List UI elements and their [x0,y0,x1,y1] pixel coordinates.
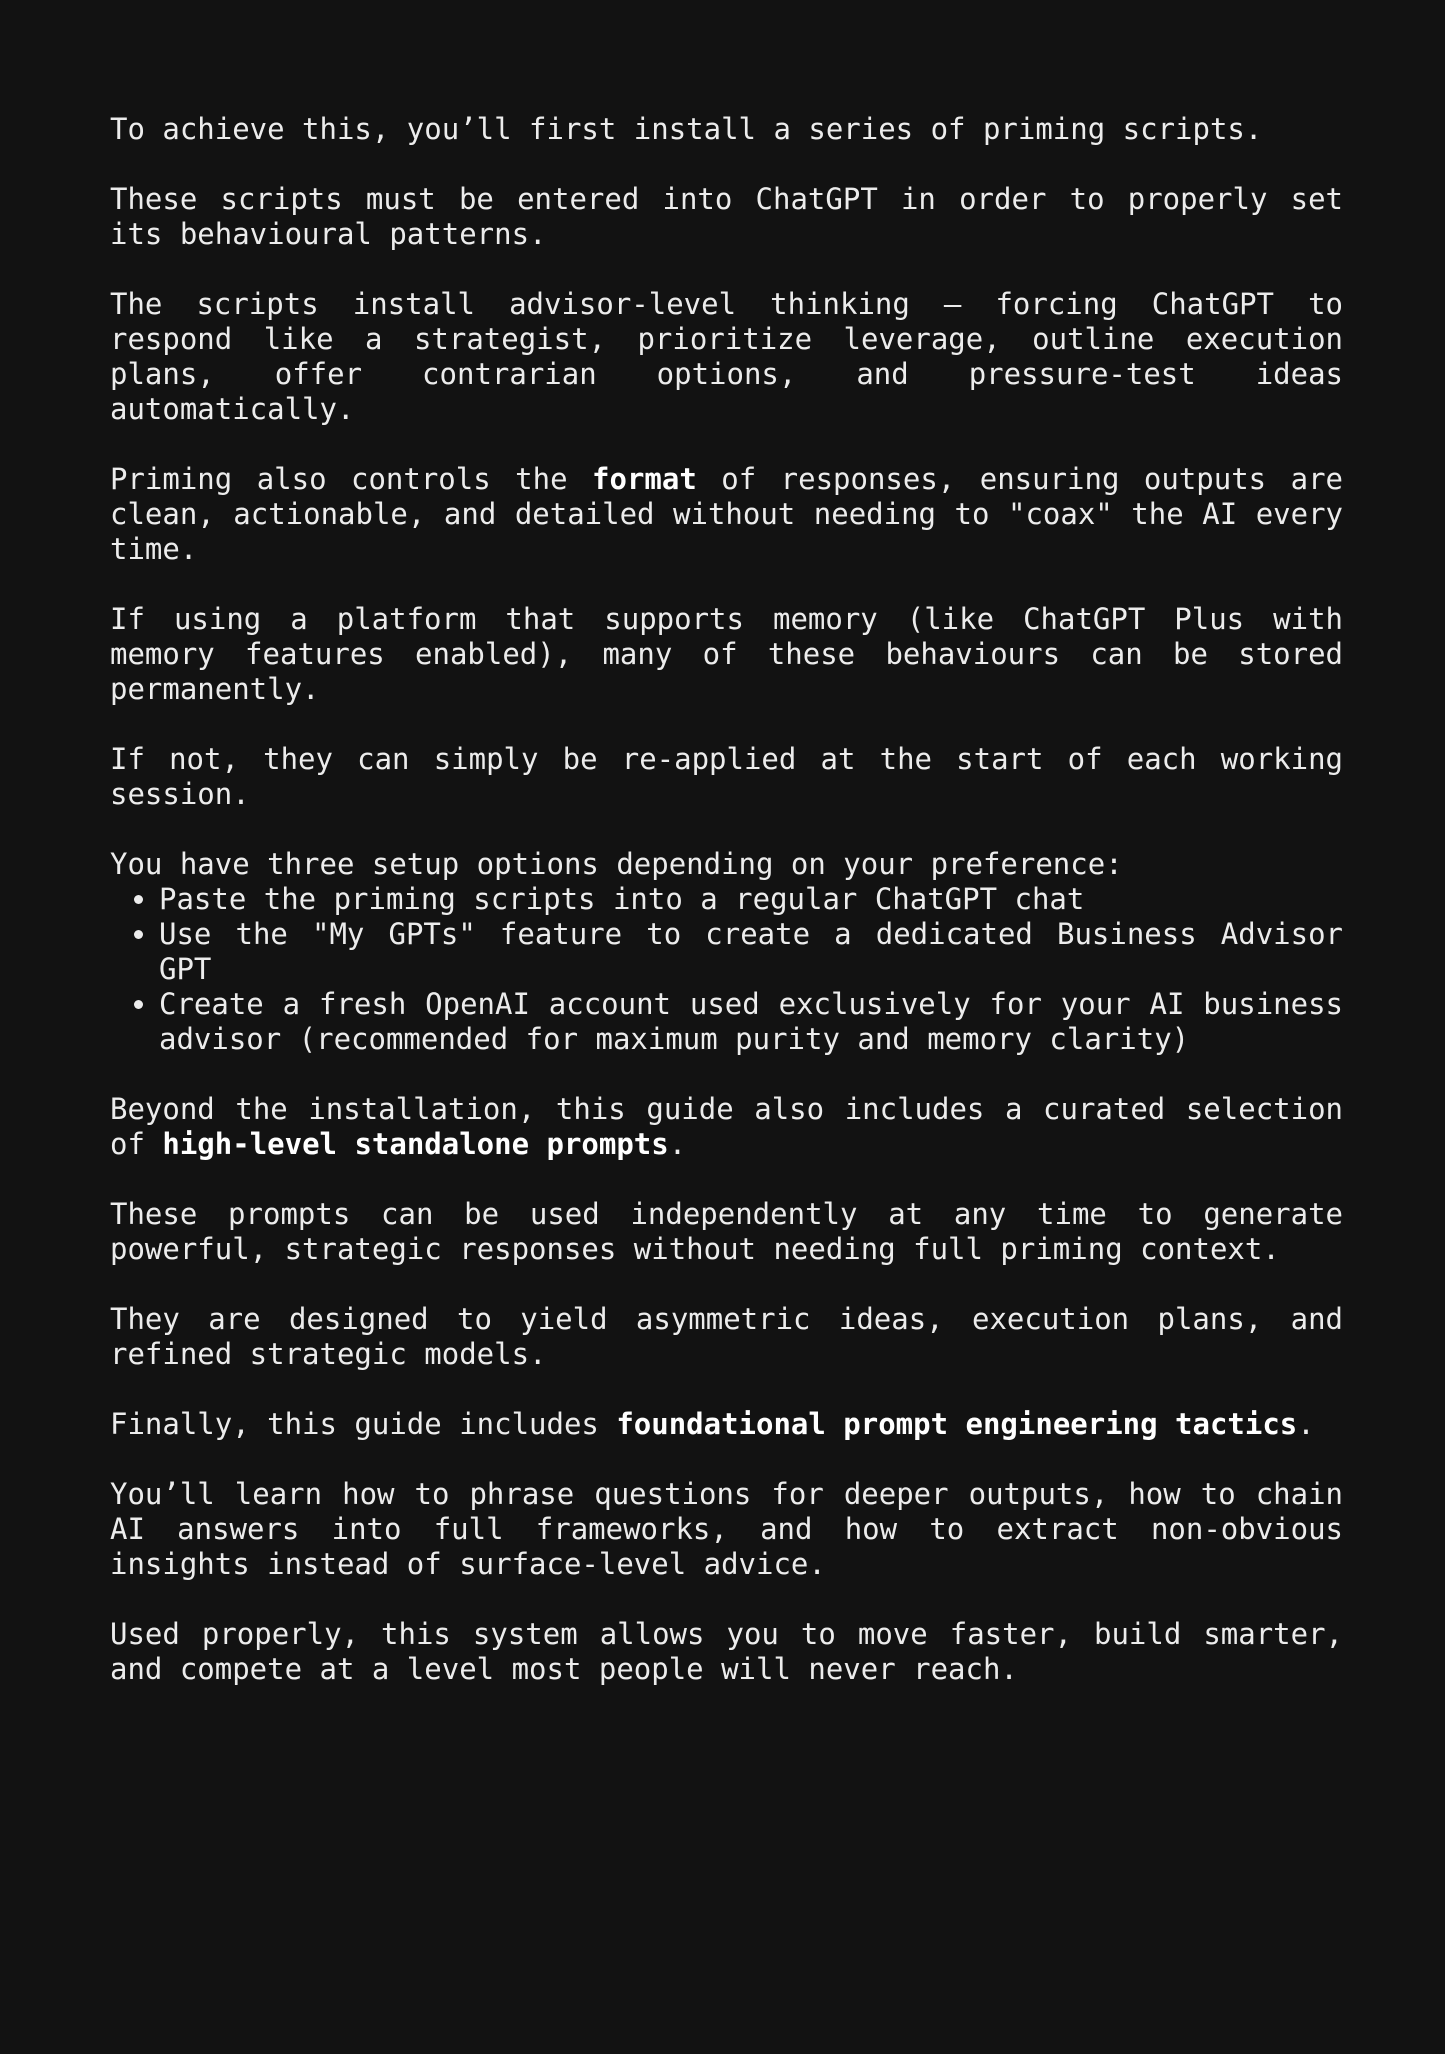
tactics-text-before: Finally, this guide includes [110,1407,617,1441]
list-item: • Create a fresh OpenAI account used exclusively for your AI business advisor (recommended for maximum purity and memory clarity) [159,987,1343,1057]
format-bold-term: format [592,462,697,496]
tactics-bold-term: foundational prompt engineering tactics [616,1407,1298,1441]
paragraph-format-control [110,462,1343,567]
paragraph-advisor-thinking: The scripts install advisor-level thinking — forcing ChatGPT to respond like a strategist, prioritize leverage, outline execution plans, offer contrarian options, and pressure-test ideas automatically. [110,287,1343,426]
paragraph-priming-scripts: To achieve this, you’ll first install a series of priming scripts. [110,112,1263,146]
list-item: • Use the "My GPTs" feature to create a dedicated Business Advisor GPT [159,917,1343,987]
prompts-bold-term: high-level standalone prompts [162,1127,669,1161]
paragraph-asymmetric-ideas: They are designed to yield asymmetric ideas, execution plans, and refined strategic models. [110,1302,1343,1371]
list-item: • Paste the priming scripts into a regular ChatGPT chat [159,882,1343,917]
format-text-after: of responses, ensuring outputs are clean, actionable, and detailed without needing to "coax" the AI every time. [110,462,1343,566]
format-text-before: Priming also controls the [110,462,593,496]
tactics-text-after: . [1297,1407,1315,1441]
paragraph-scripts-entry: These scripts must be entered into ChatGPT in order to properly set its behavioural patterns. [110,182,1343,251]
paragraph-reapply: If not, they can simply be re-applied at the start of each working session. [110,742,1343,811]
prompts-text-after: . [668,1127,687,1161]
setup-options-list [110,882,1343,1057]
paragraph-memory: If using a platform that supports memory (like ChatGPT Plus with memory features enabled), many of these behaviours can be stored permanently. [110,602,1343,706]
paragraph-tactics [110,1407,1343,1442]
paragraph-independent-use: These prompts can be used independently at any time to generate powerful, strategic responses without needing full priming context. [110,1197,1343,1266]
paragraph-standalone-prompts [110,1092,1343,1162]
paragraph-learn: You’ll learn how to phrase questions for deeper outputs, how to chain AI answers into full frameworks, and how to extract non-obvious insights instead of surface-level advice. [110,1477,1343,1581]
prompts-text-before: Beyond the installation, this guide also includes a curated selection of [110,1092,1343,1161]
paragraph-conclusion: Used properly, this system allows you to move faster, build smarter, and compete at a level most people will never reach. [110,1617,1343,1686]
document-page [110,112,1343,1687]
options-intro: You have three setup options depending on your preference: [110,847,1123,881]
